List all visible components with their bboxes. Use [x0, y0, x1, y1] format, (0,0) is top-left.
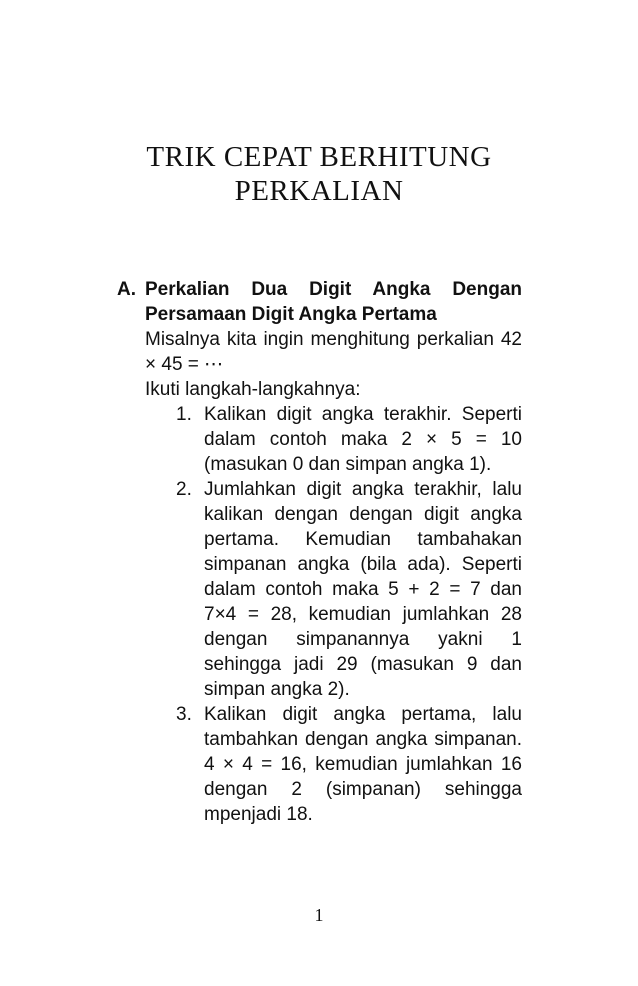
page-number: 1: [314, 905, 324, 925]
section-letter: A.: [117, 279, 136, 300]
step-number: 3.: [176, 704, 192, 725]
steps-intro: Ikuti langkah-langkahnya:: [145, 379, 361, 400]
section-a: [117, 277, 522, 827]
list-item: [176, 702, 522, 827]
step-text: Kalikan digit angka pertama, lalu tambahkan dengan angka simpanan. 4 × 4 = 16, kemudian jumlahkan 16 dengan 2 (simpanan) sehingga mpenjadi 18.: [204, 704, 522, 825]
title-line-1: TRIK CEPAT BERHITUNG: [146, 141, 492, 173]
step-text: Jumlahkan digit angka terakhir, lalu kalikan dengan dengan digit angka pertama. Kemudian tambahakan simpanan angka (bila ada). Seperti dalam contoh maka 5 + 2 = 7 dan 7×4 = 28, kemudian jumlahkan 28 dengan simpanannya yakni 1 sehingga jadi 29 (masukan 9 dan simpan angka 2).: [204, 479, 522, 700]
list-item: [176, 402, 522, 477]
steps-list: [176, 402, 522, 827]
list-item: [176, 477, 522, 702]
step-number: 2.: [176, 479, 192, 500]
step-text: Kalikan digit angka terakhir. Seperti dalam contoh maka 2 × 5 = 10 (masukan 0 dan simpan angka 1).: [204, 404, 522, 475]
section-heading: [117, 277, 522, 327]
section-heading-text: Perkalian Dua Digit Angka Dengan Persamaan Digit Angka Pertama: [145, 279, 522, 325]
title-line-2: PERKALIAN: [234, 175, 404, 207]
section-body: [145, 327, 522, 827]
intro-paragraph: Misalnya kita ingin menghitung perkalian 42 × 45 = ⋯: [145, 329, 522, 375]
step-number: 1.: [176, 404, 192, 425]
page-title: [0, 140, 638, 208]
